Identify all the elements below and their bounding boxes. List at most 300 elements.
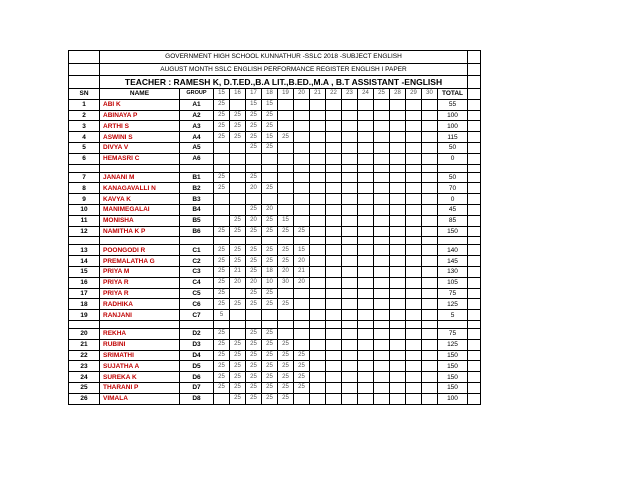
group-code: B5 [180,215,214,226]
score-cell [358,153,374,164]
score-cell [278,99,294,110]
score-cell [310,361,326,372]
score-cell [374,382,390,393]
serial-number: 10 [69,204,100,215]
score-cell [246,153,262,164]
day-header: 17 [246,89,262,100]
score-cell [374,299,390,310]
score-cell [294,121,310,132]
score-cell [406,256,422,267]
group-code: D6 [180,372,214,383]
score-cell [406,266,422,277]
score-cell: 25 [246,393,262,404]
empty-cell [69,320,100,328]
score-cell [374,99,390,110]
score-cell: 25 [262,372,278,383]
score-cell: 25 [294,382,310,393]
score-cell: 25 [294,372,310,383]
score-cell [310,256,326,267]
serial-number: 19 [69,310,100,321]
group-code: A6 [180,153,214,164]
group-separator-row [69,237,481,245]
score-cell [278,142,294,153]
score-cell [422,299,438,310]
score-cell [326,382,342,393]
group-code: B3 [180,194,214,205]
score-cell [406,226,422,237]
score-cell: 25 [262,339,278,350]
score-cell [342,288,358,299]
score-cell [358,142,374,153]
group-code: A2 [180,110,214,121]
student-row [69,382,481,393]
score-cell: 25 [278,361,294,372]
score-cell [374,339,390,350]
total-cell: 150 [438,361,468,372]
score-cell [278,121,294,132]
school-title: GOVERNMENT HIGH SCHOOL KUNNATHUR -SSLC 2018 -SUBJECT ENGLISH [100,51,468,64]
score-cell [374,132,390,143]
empty-cell [358,237,374,245]
student-row [69,194,481,205]
total-cell: 0 [438,153,468,164]
score-cell: 25 [278,226,294,237]
student-name: ASWINI S [100,132,180,143]
score-cell [342,350,358,361]
score-cell: 20 [246,277,262,288]
register-title: AUGUST MONTH SSLC ENGLISH PERFORMANCE REGISTER ENGLISH I PAPER [100,63,468,76]
score-cell [294,204,310,215]
score-cell: 25 [230,245,246,256]
score-cell [422,361,438,372]
score-cell [294,132,310,143]
score-cell [390,215,406,226]
serial-number: 16 [69,277,100,288]
empty-cell [468,245,481,256]
score-cell: 25 [214,132,230,143]
empty-cell [278,320,294,328]
score-cell [214,204,230,215]
student-name: NAMITHA K P [100,226,180,237]
score-cell [230,183,246,194]
score-cell [310,215,326,226]
serial-number: 20 [69,328,100,339]
score-cell [342,110,358,121]
day-header: 15 [214,89,230,100]
score-cell [326,372,342,383]
student-name: RADHIKA [100,299,180,310]
score-cell [390,204,406,215]
student-name: SUJATHA A [100,361,180,372]
score-cell: 25 [262,328,278,339]
student-name: PRIYA M [100,266,180,277]
score-cell [326,172,342,183]
score-cell [374,350,390,361]
score-cell: 25 [246,132,262,143]
score-cell: 25 [214,277,230,288]
score-cell [422,132,438,143]
score-cell [278,194,294,205]
score-cell: 25 [230,339,246,350]
score-cell: 25 [246,288,262,299]
serial-number: 22 [69,350,100,361]
score-cell [310,372,326,383]
score-cell [406,339,422,350]
score-cell [406,204,422,215]
score-cell: 25 [278,245,294,256]
serial-number: 4 [69,132,100,143]
student-name: KANAGAVALLI N [100,183,180,194]
student-row [69,215,481,226]
student-name: RANJANI [100,310,180,321]
score-cell [294,183,310,194]
score-cell [326,132,342,143]
empty-cell [468,266,481,277]
score-cell [390,121,406,132]
score-cell [406,299,422,310]
group-code: A4 [180,132,214,143]
score-cell [390,299,406,310]
empty-cell [468,320,481,328]
score-cell [310,99,326,110]
score-cell [390,277,406,288]
group-code: A3 [180,121,214,132]
score-cell [390,132,406,143]
score-cell [342,277,358,288]
total-cell: 150 [438,226,468,237]
group-code: C7 [180,310,214,321]
score-cell [374,361,390,372]
score-cell [326,361,342,372]
score-cell [326,194,342,205]
score-cell: 25 [230,393,246,404]
group-code: A1 [180,99,214,110]
total-cell: 130 [438,266,468,277]
score-cell [390,288,406,299]
score-cell [390,350,406,361]
empty-cell [468,372,481,383]
group-code: C6 [180,299,214,310]
score-cell: 5 [214,310,230,321]
score-cell [358,256,374,267]
score-cell: 25 [262,256,278,267]
score-cell: 25 [278,382,294,393]
empty-cell [100,164,180,172]
score-cell [278,172,294,183]
score-cell [310,328,326,339]
score-cell: 15 [246,99,262,110]
score-cell [390,266,406,277]
score-cell: 25 [230,226,246,237]
score-cell [214,215,230,226]
score-cell: 25 [230,215,246,226]
empty-cell [468,328,481,339]
serial-number: 12 [69,226,100,237]
empty-cell [468,339,481,350]
score-cell [422,288,438,299]
score-cell [294,110,310,121]
serial-number: 18 [69,299,100,310]
empty-cell [468,277,481,288]
total-cell: 75 [438,288,468,299]
score-cell [374,245,390,256]
empty-cell [406,164,422,172]
student-name: PRIYA R [100,288,180,299]
teacher-row [69,76,481,89]
score-cell: 25 [246,328,262,339]
score-cell [406,153,422,164]
student-name: MANIMEGALAI [100,204,180,215]
serial-number: 2 [69,110,100,121]
score-cell [358,121,374,132]
score-cell [406,215,422,226]
score-cell [326,226,342,237]
score-cell [422,194,438,205]
student-row [69,99,481,110]
total-cell: 0 [438,194,468,205]
score-cell [358,328,374,339]
score-cell [326,121,342,132]
score-cell [310,339,326,350]
serial-number: 23 [69,361,100,372]
score-cell: 25 [230,382,246,393]
day-header: 20 [294,89,310,100]
score-cell [310,266,326,277]
score-cell [390,172,406,183]
score-cell [294,99,310,110]
empty-cell [246,164,262,172]
day-header: 19 [278,89,294,100]
total-cell: 100 [438,393,468,404]
total-cell: 140 [438,245,468,256]
score-cell [374,328,390,339]
score-cell [342,153,358,164]
score-cell: 25 [262,361,278,372]
serial-number: 1 [69,99,100,110]
score-cell [246,194,262,205]
score-cell [422,204,438,215]
group-code: D7 [180,382,214,393]
day-header: 29 [406,89,422,100]
student-name: THARANI P [100,382,180,393]
student-row [69,153,481,164]
empty-cell [294,320,310,328]
score-cell [390,110,406,121]
empty-cell [278,164,294,172]
score-cell: 25 [230,299,246,310]
score-cell [278,183,294,194]
score-cell: 25 [294,361,310,372]
score-cell [406,142,422,153]
score-cell [310,382,326,393]
score-cell [358,215,374,226]
score-cell: 10 [262,277,278,288]
score-cell: 25 [262,142,278,153]
score-cell [342,361,358,372]
score-cell [422,226,438,237]
score-cell: 25 [214,183,230,194]
score-cell [326,266,342,277]
student-row [69,121,481,132]
student-row [69,172,481,183]
score-cell [406,245,422,256]
score-cell [342,132,358,143]
score-cell [358,310,374,321]
empty-cell [230,164,246,172]
empty-cell [180,164,214,172]
empty-cell [214,164,230,172]
score-cell: 25 [262,393,278,404]
score-cell [374,372,390,383]
score-cell [230,153,246,164]
score-cell: 25 [278,339,294,350]
score-cell [422,350,438,361]
score-cell [326,142,342,153]
score-cell: 20 [246,215,262,226]
score-cell [310,142,326,153]
score-cell: 25 [214,245,230,256]
score-cell: 15 [294,245,310,256]
group-code: B2 [180,183,214,194]
score-cell [230,194,246,205]
score-cell [294,299,310,310]
empty-cell [262,320,278,328]
score-cell [358,172,374,183]
score-cell: 25 [214,226,230,237]
student-name: KAVYA K [100,194,180,205]
score-cell [230,310,246,321]
score-cell [278,328,294,339]
score-cell [406,194,422,205]
score-cell: 25 [294,350,310,361]
score-cell: 21 [230,266,246,277]
student-name: ABI K [100,99,180,110]
score-cell [326,99,342,110]
score-cell [406,288,422,299]
empty-cell [180,237,214,245]
score-cell: 25 [214,121,230,132]
day-header: 24 [358,89,374,100]
score-cell [230,142,246,153]
score-cell [262,172,278,183]
score-cell [294,172,310,183]
score-cell [374,172,390,183]
score-cell [310,310,326,321]
score-cell: 25 [246,121,262,132]
score-cell [374,310,390,321]
empty-cell [310,320,326,328]
total-cell: 150 [438,382,468,393]
student-row [69,372,481,383]
empty-cell [326,164,342,172]
score-cell: 25 [214,328,230,339]
score-cell [406,382,422,393]
score-cell [214,393,230,404]
empty-cell [358,320,374,328]
empty-cell [468,361,481,372]
score-cell [342,215,358,226]
empty-cell [326,320,342,328]
score-cell [422,142,438,153]
empty-cell [468,153,481,164]
score-cell [310,194,326,205]
score-cell: 21 [294,266,310,277]
student-row [69,350,481,361]
serial-number: 11 [69,215,100,226]
empty-cell [468,164,481,172]
score-cell: 25 [294,226,310,237]
score-cell [422,277,438,288]
student-name: REKHA [100,328,180,339]
total-cell: 100 [438,121,468,132]
group-code: B1 [180,172,214,183]
score-cell [326,204,342,215]
score-cell: 25 [246,226,262,237]
score-cell: 25 [278,393,294,404]
group-code: D8 [180,393,214,404]
score-cell [358,372,374,383]
score-cell [262,153,278,164]
score-cell [358,393,374,404]
total-cell: 145 [438,256,468,267]
score-cell [310,110,326,121]
score-cell: 25 [246,350,262,361]
student-row [69,226,481,237]
total-cell: 55 [438,99,468,110]
score-cell [342,299,358,310]
score-cell [310,121,326,132]
score-cell [390,361,406,372]
student-name: DIVYA V [100,142,180,153]
score-cell [358,288,374,299]
score-cell [342,99,358,110]
student-row [69,245,481,256]
score-cell: 25 [246,256,262,267]
score-cell [326,328,342,339]
score-cell [390,226,406,237]
score-cell: 25 [278,256,294,267]
group-header: GROUP [180,89,214,100]
score-cell: 25 [246,110,262,121]
score-cell: 25 [214,339,230,350]
score-cell: 25 [246,382,262,393]
score-cell [358,99,374,110]
empty-cell [214,320,230,328]
score-cell [262,310,278,321]
score-cell: 15 [278,215,294,226]
score-cell [422,310,438,321]
score-cell [310,226,326,237]
total-cell: 115 [438,132,468,143]
empty-cell [406,320,422,328]
student-name: SUREKA K [100,372,180,383]
score-cell [390,245,406,256]
score-cell [310,204,326,215]
empty-cell [438,237,468,245]
total-cell: 50 [438,142,468,153]
serial-number: 15 [69,266,100,277]
empty-cell [438,164,468,172]
group-separator-row [69,164,481,172]
group-code: C5 [180,288,214,299]
score-cell [278,288,294,299]
score-cell [310,277,326,288]
student-row [69,339,481,350]
empty-cell [390,320,406,328]
score-cell [422,172,438,183]
score-cell [358,339,374,350]
student-name: SRIMATHI [100,350,180,361]
